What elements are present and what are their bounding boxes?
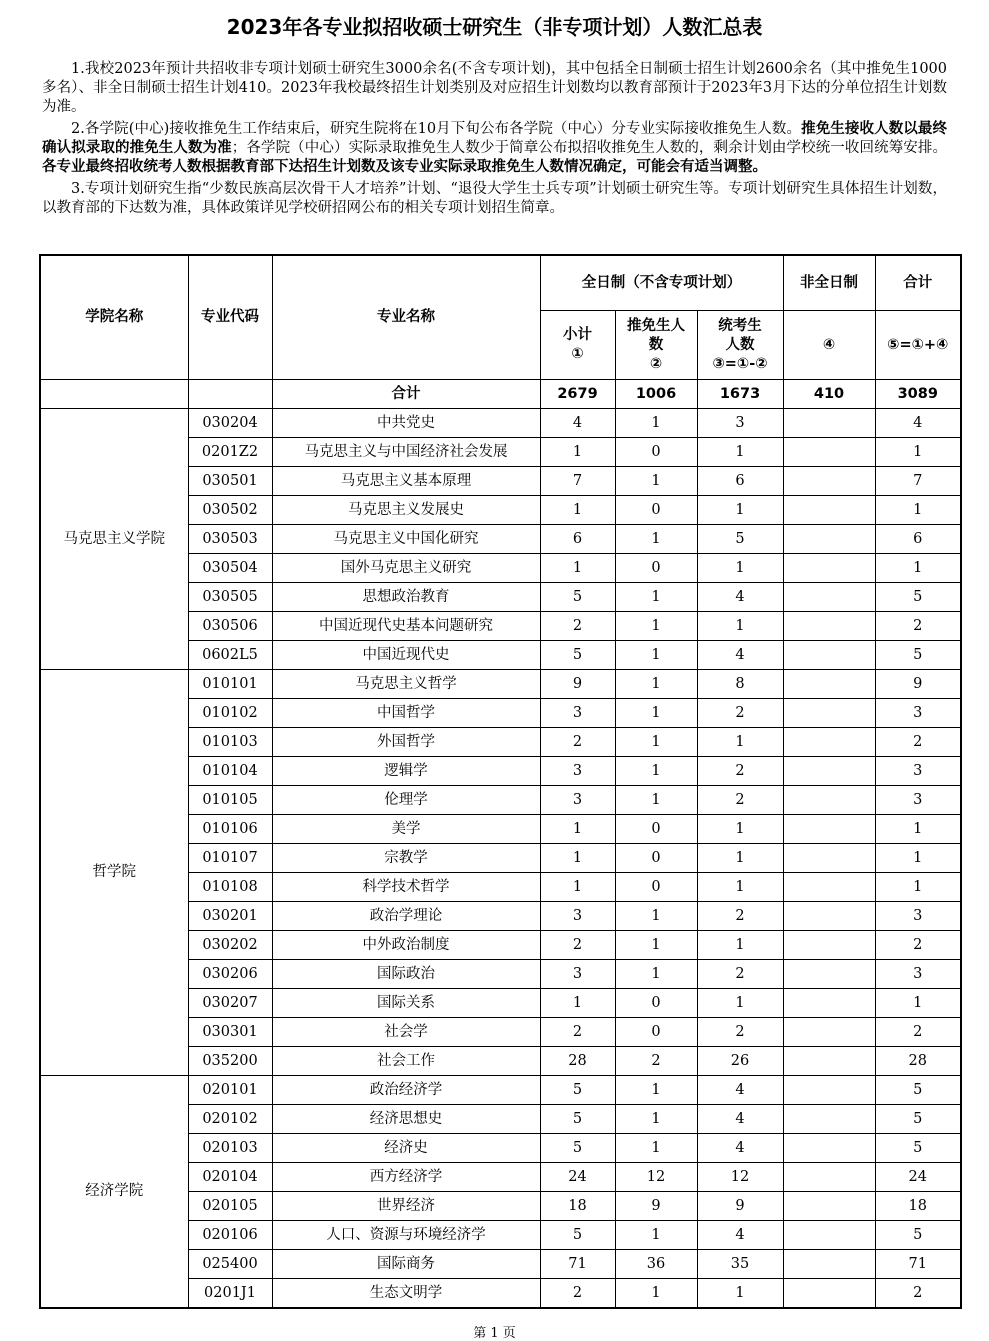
header-total-sym: ⑤=①+④	[875, 311, 961, 380]
major-code-cell: 020101	[188, 1076, 272, 1105]
major-code-cell: 010103	[188, 728, 272, 757]
header-parttime: 非全日制	[783, 255, 875, 311]
total-cell: 1	[875, 496, 961, 525]
recommended-cell: 1	[615, 786, 697, 815]
major-name-cell: 外国哲学	[272, 728, 540, 757]
total-cell: 1	[875, 815, 961, 844]
subtotal-cell: 6	[540, 525, 615, 554]
subtotal-cell: 5	[540, 1105, 615, 1134]
total-cell: 3	[875, 786, 961, 815]
major-name-cell: 马克思主义与中国经济社会发展	[272, 438, 540, 467]
recommended-cell: 1	[615, 467, 697, 496]
major-name-cell: 美学	[272, 815, 540, 844]
exam-cell: 35	[697, 1250, 783, 1279]
subtotal-cell: 2	[540, 1018, 615, 1047]
parttime-cell	[783, 728, 875, 757]
major-name-cell: 逻辑学	[272, 757, 540, 786]
total-cell: 1	[875, 989, 961, 1018]
total-cell: 5	[875, 641, 961, 670]
exam-cell: 2	[697, 786, 783, 815]
major-code-cell: 020104	[188, 1163, 272, 1192]
subtotal-cell: 18	[540, 1192, 615, 1221]
major-name-cell: 中国近现代史基本问题研究	[272, 612, 540, 641]
parttime-cell	[783, 960, 875, 989]
header-exam-l3: ③=①-②	[712, 355, 768, 372]
recommended-cell: 1	[615, 757, 697, 786]
exam-cell: 1	[697, 728, 783, 757]
major-name-cell: 中共党史	[272, 409, 540, 438]
total-cell: 2	[875, 931, 961, 960]
subtotal-cell: 1	[540, 815, 615, 844]
recommended-cell: 1	[615, 699, 697, 728]
recommended-cell: 0	[615, 438, 697, 467]
total-cell: 1	[875, 844, 961, 873]
total-cell: 3	[875, 757, 961, 786]
recommended-cell: 1	[615, 1105, 697, 1134]
header-exam	[697, 311, 783, 380]
summary-recommended: 1006	[615, 380, 697, 409]
exam-cell: 1	[697, 873, 783, 902]
parttime-cell	[783, 525, 875, 554]
parttime-cell	[783, 438, 875, 467]
major-code-cell: 030201	[188, 902, 272, 931]
exam-cell: 1	[697, 1279, 783, 1309]
major-code-cell: 030503	[188, 525, 272, 554]
exam-cell: 4	[697, 1105, 783, 1134]
parttime-cell	[783, 1105, 875, 1134]
exam-cell: 1	[697, 438, 783, 467]
major-name-cell: 国际商务	[272, 1250, 540, 1279]
recommended-cell: 0	[615, 844, 697, 873]
recommended-cell: 0	[615, 815, 697, 844]
major-name-cell: 人口、资源与环境经济学	[272, 1221, 540, 1250]
total-cell: 2	[875, 1018, 961, 1047]
parttime-cell	[783, 1221, 875, 1250]
major-name-cell: 生态文明学	[272, 1279, 540, 1309]
exam-cell: 2	[697, 902, 783, 931]
page-footer: 第 1 页	[473, 1326, 516, 1341]
major-code-cell: 0602L5	[188, 641, 272, 670]
header-recommended	[615, 311, 697, 380]
summary-total: 3089	[875, 380, 961, 409]
major-code-cell: 030506	[188, 612, 272, 641]
total-cell: 24	[875, 1163, 961, 1192]
parttime-cell	[783, 1192, 875, 1221]
recommended-cell: 1	[615, 583, 697, 612]
recommended-cell: 36	[615, 1250, 697, 1279]
note-2d: 各专业最终招收统考人数根据教育部下达招生计划数及该专业实际录取推免生人数情况确定，可能会有适当调整。	[42, 159, 767, 175]
header-rec-l3: ②	[649, 355, 663, 372]
header-code: 专业代码	[188, 255, 272, 380]
recommended-cell: 1	[615, 902, 697, 931]
subtotal-cell: 3	[540, 960, 615, 989]
major-code-cell: 010104	[188, 757, 272, 786]
major-code-cell: 030502	[188, 496, 272, 525]
recommended-cell: 1	[615, 1076, 697, 1105]
subtotal-cell: 5	[540, 641, 615, 670]
page-title: 2023年各专业拟招收硕士研究生（非专项计划）人数汇总表	[226, 15, 763, 39]
header-total: 合计	[875, 255, 961, 311]
exam-cell: 1	[697, 931, 783, 960]
recommended-cell: 1	[615, 960, 697, 989]
exam-cell: 4	[697, 1134, 783, 1163]
major-name-cell: 经济史	[272, 1134, 540, 1163]
major-name-cell: 中外政治制度	[272, 931, 540, 960]
parttime-cell	[783, 931, 875, 960]
recommended-cell: 0	[615, 989, 697, 1018]
major-code-cell: 025400	[188, 1250, 272, 1279]
header-row-1	[40, 255, 961, 311]
parttime-cell	[783, 1076, 875, 1105]
subtotal-cell: 1	[540, 496, 615, 525]
exam-cell: 1	[697, 815, 783, 844]
major-name-cell: 国外马克思主义研究	[272, 554, 540, 583]
note-2	[42, 120, 947, 177]
header-college: 学院名称	[40, 255, 188, 380]
subtotal-cell: 28	[540, 1047, 615, 1076]
exam-cell: 3	[697, 409, 783, 438]
enrollment-table	[39, 254, 962, 1309]
exam-cell: 2	[697, 757, 783, 786]
subtotal-cell: 2	[540, 1279, 615, 1309]
table-row	[40, 409, 961, 438]
major-code-cell: 010106	[188, 815, 272, 844]
exam-cell: 8	[697, 670, 783, 699]
recommended-cell: 1	[615, 670, 697, 699]
major-code-cell: 030505	[188, 583, 272, 612]
exam-cell: 2	[697, 1018, 783, 1047]
major-name-cell: 马克思主义基本原理	[272, 467, 540, 496]
major-name-cell: 伦理学	[272, 786, 540, 815]
parttime-cell	[783, 757, 875, 786]
total-cell: 1	[875, 873, 961, 902]
major-name-cell: 中国近现代史	[272, 641, 540, 670]
major-code-cell: 010102	[188, 699, 272, 728]
subtotal-cell: 1	[540, 989, 615, 1018]
exam-cell: 4	[697, 1076, 783, 1105]
major-code-cell: 010105	[188, 786, 272, 815]
subtotal-cell: 7	[540, 467, 615, 496]
summary-blank	[40, 380, 188, 409]
recommended-cell: 1	[615, 525, 697, 554]
exam-cell: 26	[697, 1047, 783, 1076]
major-code-cell: 020106	[188, 1221, 272, 1250]
note-1: 1.我校2023年预计共招收非专项计划硕士研究生3000余名(不含专项计划)，其中包括全日制硕士招生计划2600余名（其中推免生1000多名）、非全日制硕士招生计划410。2023年我校最终招生计划类别及对应招生计划数均以教育部预计于2023年3月下达的分单位招生计划数为准。	[42, 61, 947, 115]
parttime-cell	[783, 1279, 875, 1309]
exam-cell: 12	[697, 1163, 783, 1192]
header-rec-l2: 数	[648, 336, 664, 353]
major-name-cell: 西方经济学	[272, 1163, 540, 1192]
major-name-cell: 宗教学	[272, 844, 540, 873]
major-name-cell: 经济思想史	[272, 1105, 540, 1134]
recommended-cell: 1	[615, 409, 697, 438]
recommended-cell: 1	[615, 612, 697, 641]
major-code-cell: 030207	[188, 989, 272, 1018]
exam-cell: 4	[697, 583, 783, 612]
total-cell: 4	[875, 409, 961, 438]
parttime-cell	[783, 699, 875, 728]
parttime-cell	[783, 467, 875, 496]
exam-cell: 1	[697, 989, 783, 1018]
subtotal-cell: 2	[540, 931, 615, 960]
major-code-cell: 030206	[188, 960, 272, 989]
recommended-cell: 0	[615, 1018, 697, 1047]
recommended-cell: 1	[615, 1134, 697, 1163]
subtotal-cell: 2	[540, 728, 615, 757]
exam-cell: 4	[697, 641, 783, 670]
major-code-cell: 0201J1	[188, 1279, 272, 1309]
exam-cell: 1	[697, 554, 783, 583]
major-name-cell: 马克思主义发展史	[272, 496, 540, 525]
header-rec-l1: 推免生人	[627, 317, 685, 334]
recommended-cell: 0	[615, 496, 697, 525]
total-cell: 6	[875, 525, 961, 554]
major-code-cell: 030504	[188, 554, 272, 583]
total-cell: 3	[875, 960, 961, 989]
recommended-cell: 0	[615, 554, 697, 583]
subtotal-cell: 3	[540, 757, 615, 786]
major-code-cell: 030202	[188, 931, 272, 960]
total-cell: 7	[875, 467, 961, 496]
header-subtotal	[540, 311, 615, 380]
major-code-cell: 0201Z2	[188, 438, 272, 467]
table-body	[40, 409, 961, 1309]
major-name-cell: 中国哲学	[272, 699, 540, 728]
subtotal-cell: 71	[540, 1250, 615, 1279]
major-name-cell: 科学技术哲学	[272, 873, 540, 902]
note-3: 3.专项计划研究生指“少数民族高层次骨干人才培养”计划、“退役大学生士兵专项”计划硕士研究生等。专项计划研究生具体招生计划数，以教育部的下达数为准，具体政策详见学校研招网公布的相关专项计划招生简章。	[42, 181, 947, 216]
total-cell: 5	[875, 1134, 961, 1163]
header-parttime-sym: ④	[783, 311, 875, 380]
summary-blank	[188, 380, 272, 409]
total-cell: 5	[875, 583, 961, 612]
recommended-cell: 0	[615, 873, 697, 902]
recommended-cell: 1	[615, 1279, 697, 1309]
exam-cell: 2	[697, 960, 783, 989]
subtotal-cell: 1	[540, 873, 615, 902]
total-cell: 5	[875, 1221, 961, 1250]
total-cell: 1	[875, 554, 961, 583]
header-subtotal-l1: 小计	[563, 327, 592, 343]
major-code-cell: 030301	[188, 1018, 272, 1047]
recommended-cell: 1	[615, 1221, 697, 1250]
subtotal-cell: 5	[540, 1134, 615, 1163]
recommended-cell: 12	[615, 1163, 697, 1192]
total-cell: 5	[875, 1076, 961, 1105]
major-name-cell: 政治经济学	[272, 1076, 540, 1105]
total-cell: 71	[875, 1250, 961, 1279]
exam-cell: 4	[697, 1221, 783, 1250]
total-cell: 9	[875, 670, 961, 699]
subtotal-cell: 24	[540, 1163, 615, 1192]
major-name-cell: 政治学理论	[272, 902, 540, 931]
note-2b: 推免生接收人数以最终确认拟录取的推免生人数为准	[42, 121, 947, 156]
subtotal-cell: 5	[540, 1221, 615, 1250]
major-code-cell: 030204	[188, 409, 272, 438]
parttime-cell	[783, 815, 875, 844]
subtotal-cell: 4	[540, 409, 615, 438]
total-cell: 2	[875, 728, 961, 757]
recommended-cell: 9	[615, 1192, 697, 1221]
parttime-cell	[783, 1163, 875, 1192]
exam-cell: 1	[697, 496, 783, 525]
major-name-cell: 世界经济	[272, 1192, 540, 1221]
parttime-cell	[783, 409, 875, 438]
college-name: 马克思主义学院	[40, 409, 188, 670]
parttime-cell	[783, 670, 875, 699]
parttime-cell	[783, 641, 875, 670]
major-code-cell: 030501	[188, 467, 272, 496]
subtotal-cell: 3	[540, 902, 615, 931]
parttime-cell	[783, 902, 875, 931]
summary-row	[40, 380, 961, 409]
major-code-cell: 020103	[188, 1134, 272, 1163]
major-name-cell: 马克思主义哲学	[272, 670, 540, 699]
parttime-cell	[783, 1134, 875, 1163]
header-fulltime: 全日制（不含专项计划）	[540, 255, 783, 311]
major-code-cell: 020102	[188, 1105, 272, 1134]
note-2a: 2.各学院(中心)接收推免生工作结束后，研究生院将在10月下旬公布各学院（中心）分专业实际接收推免生人数。	[71, 121, 802, 137]
major-name-cell: 国际关系	[272, 989, 540, 1018]
exam-cell: 1	[697, 844, 783, 873]
parttime-cell	[783, 554, 875, 583]
recommended-cell: 1	[615, 641, 697, 670]
total-cell: 3	[875, 902, 961, 931]
major-name-cell: 思想政治教育	[272, 583, 540, 612]
subtotal-cell: 3	[540, 786, 615, 815]
total-cell: 28	[875, 1047, 961, 1076]
note-2c: ；各学院（中心）实际录取推免生人数少于简章公布拟招收推免生人数的，剩余计划由学校统一收回统筹安排。	[231, 140, 947, 156]
exam-cell: 5	[697, 525, 783, 554]
parttime-cell	[783, 612, 875, 641]
total-cell: 2	[875, 1279, 961, 1309]
recommended-cell: 1	[615, 728, 697, 757]
parttime-cell	[783, 786, 875, 815]
table-row	[40, 1076, 961, 1105]
total-cell: 3	[875, 699, 961, 728]
college-name: 哲学院	[40, 670, 188, 1076]
subtotal-cell: 1	[540, 438, 615, 467]
total-cell: 1	[875, 438, 961, 467]
parttime-cell	[783, 1018, 875, 1047]
summary-parttime: 410	[783, 380, 875, 409]
major-code-cell: 010107	[188, 844, 272, 873]
parttime-cell	[783, 989, 875, 1018]
total-cell: 2	[875, 612, 961, 641]
header-subtotal-l2: ①	[571, 346, 584, 362]
header-exam-l2: 人数	[725, 336, 755, 353]
parttime-cell	[783, 1250, 875, 1279]
major-code-cell: 010101	[188, 670, 272, 699]
subtotal-cell: 5	[540, 1076, 615, 1105]
header-major: 专业名称	[272, 255, 540, 380]
header-exam-l1: 统考生	[718, 317, 762, 334]
summary-subtotal: 2679	[540, 380, 615, 409]
summary-exam: 1673	[697, 380, 783, 409]
recommended-cell: 1	[615, 931, 697, 960]
major-name-cell: 社会工作	[272, 1047, 540, 1076]
parttime-cell	[783, 583, 875, 612]
subtotal-cell: 1	[540, 554, 615, 583]
parttime-cell	[783, 873, 875, 902]
major-code-cell: 035200	[188, 1047, 272, 1076]
exam-cell: 6	[697, 467, 783, 496]
major-name-cell: 国际政治	[272, 960, 540, 989]
subtotal-cell: 2	[540, 612, 615, 641]
subtotal-cell: 5	[540, 583, 615, 612]
major-name-cell: 马克思主义中国化研究	[272, 525, 540, 554]
recommended-cell: 2	[615, 1047, 697, 1076]
exam-cell: 1	[697, 612, 783, 641]
subtotal-cell: 9	[540, 670, 615, 699]
major-code-cell: 010108	[188, 873, 272, 902]
subtotal-cell: 1	[540, 844, 615, 873]
table-row	[40, 670, 961, 699]
exam-cell: 2	[697, 699, 783, 728]
major-name-cell: 社会学	[272, 1018, 540, 1047]
total-cell: 5	[875, 1105, 961, 1134]
total-cell: 18	[875, 1192, 961, 1221]
parttime-cell	[783, 844, 875, 873]
summary-label: 合计	[272, 380, 540, 409]
exam-cell: 9	[697, 1192, 783, 1221]
parttime-cell	[783, 1047, 875, 1076]
notes	[42, 60, 947, 221]
college-name: 经济学院	[40, 1076, 188, 1309]
subtotal-cell: 3	[540, 699, 615, 728]
parttime-cell	[783, 496, 875, 525]
major-code-cell: 020105	[188, 1192, 272, 1221]
